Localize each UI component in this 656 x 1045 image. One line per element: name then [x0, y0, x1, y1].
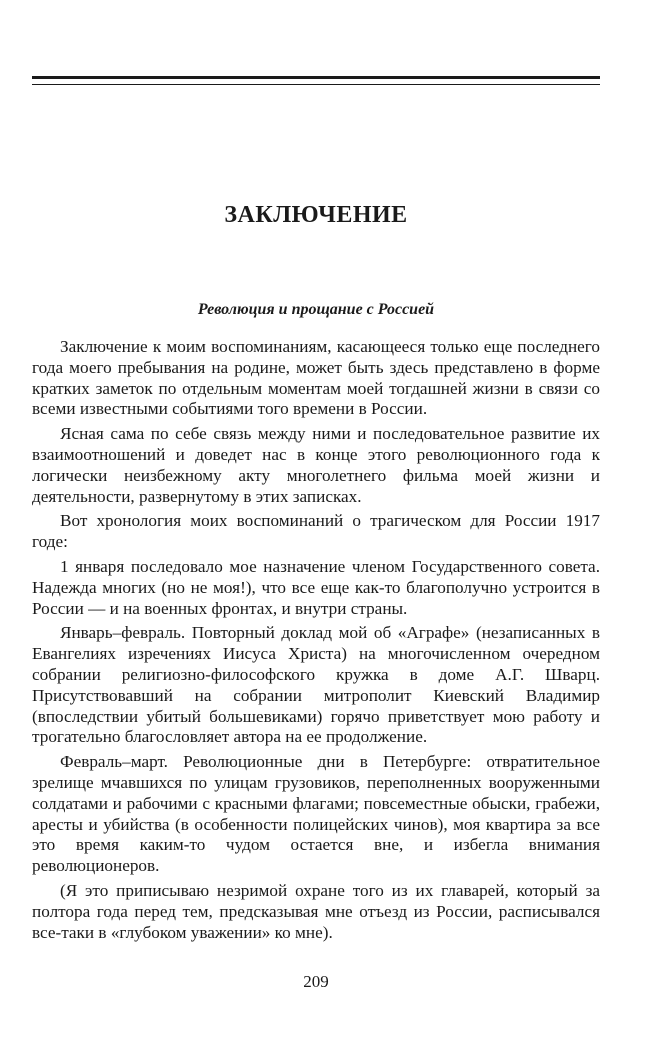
section-title: Революция и прощание с Россией: [197, 301, 435, 318]
page-number: 209: [303, 972, 329, 991]
paragraph: Вот хронология моих воспоминаний о трагическом для России 1917 годе:: [32, 511, 600, 552]
paragraph: Ясная сама по себе связь между ними и последовательное развитие их взаимоотношений и доведет нас в конце этого революционного года к логически неизбежному акту многолетнего фильма моей жизни и деятельности, развернутому в этих записках.: [32, 424, 600, 506]
chapter-title: ЗАКЛЮЧЕНИЕ: [224, 202, 408, 228]
paragraph: Январь–февраль. Повторный доклад мой об «Аграфе» (незаписанных в Евангелиях изречениях Иисуса Христа) на многочисленном очередном собрании религиозно-философского кружка в доме А.Г. Шварц. Присутствовавший на собрании митрополит Киевский Владимир (впоследствии убитый большевиками) горячо приветствует мою работу и трогательно благословляет автора на ее продолжение.: [32, 623, 600, 747]
header-rule-thick: [32, 76, 600, 79]
paragraph: (Я это приписываю незримой охране того из их главарей, который за полтора года перед тем, предсказывая мне отъезд из России, расписывался все-таки в «глубоком уважении» ко мне).: [32, 880, 600, 942]
paragraph: Заключение к моим воспоминаниям, касающееся только еще последнего года моего пребывания на родине, может быть здесь представлено в форме кратких заметок по отдельным моментам моей тогдашней жизни в связи со всеми известными событиями того времени в России.: [32, 337, 600, 419]
header-rule-thin: [32, 84, 600, 85]
paragraph: Февраль–март. Революционные дни в Петербурге: отвратительное зрелище мчавшихся по улицам грузовиков, переполненных вооруженными солдатами и рабочими с красными флагами; повсеместные обыски, грабежи, аресты и убийства (в особенности полицейских чинов), моя квартира за все это время каким-то чудом остается вне, и избегла внимания революционеров.: [32, 752, 600, 876]
body-text: [32, 337, 600, 947]
paragraph: 1 января последовало мое назначение членом Государственного совета. Надежда многих (но не моя!), что все еще как-то благополучно устроится в России — и на военных фронтах, и внутри страны.: [32, 556, 600, 618]
